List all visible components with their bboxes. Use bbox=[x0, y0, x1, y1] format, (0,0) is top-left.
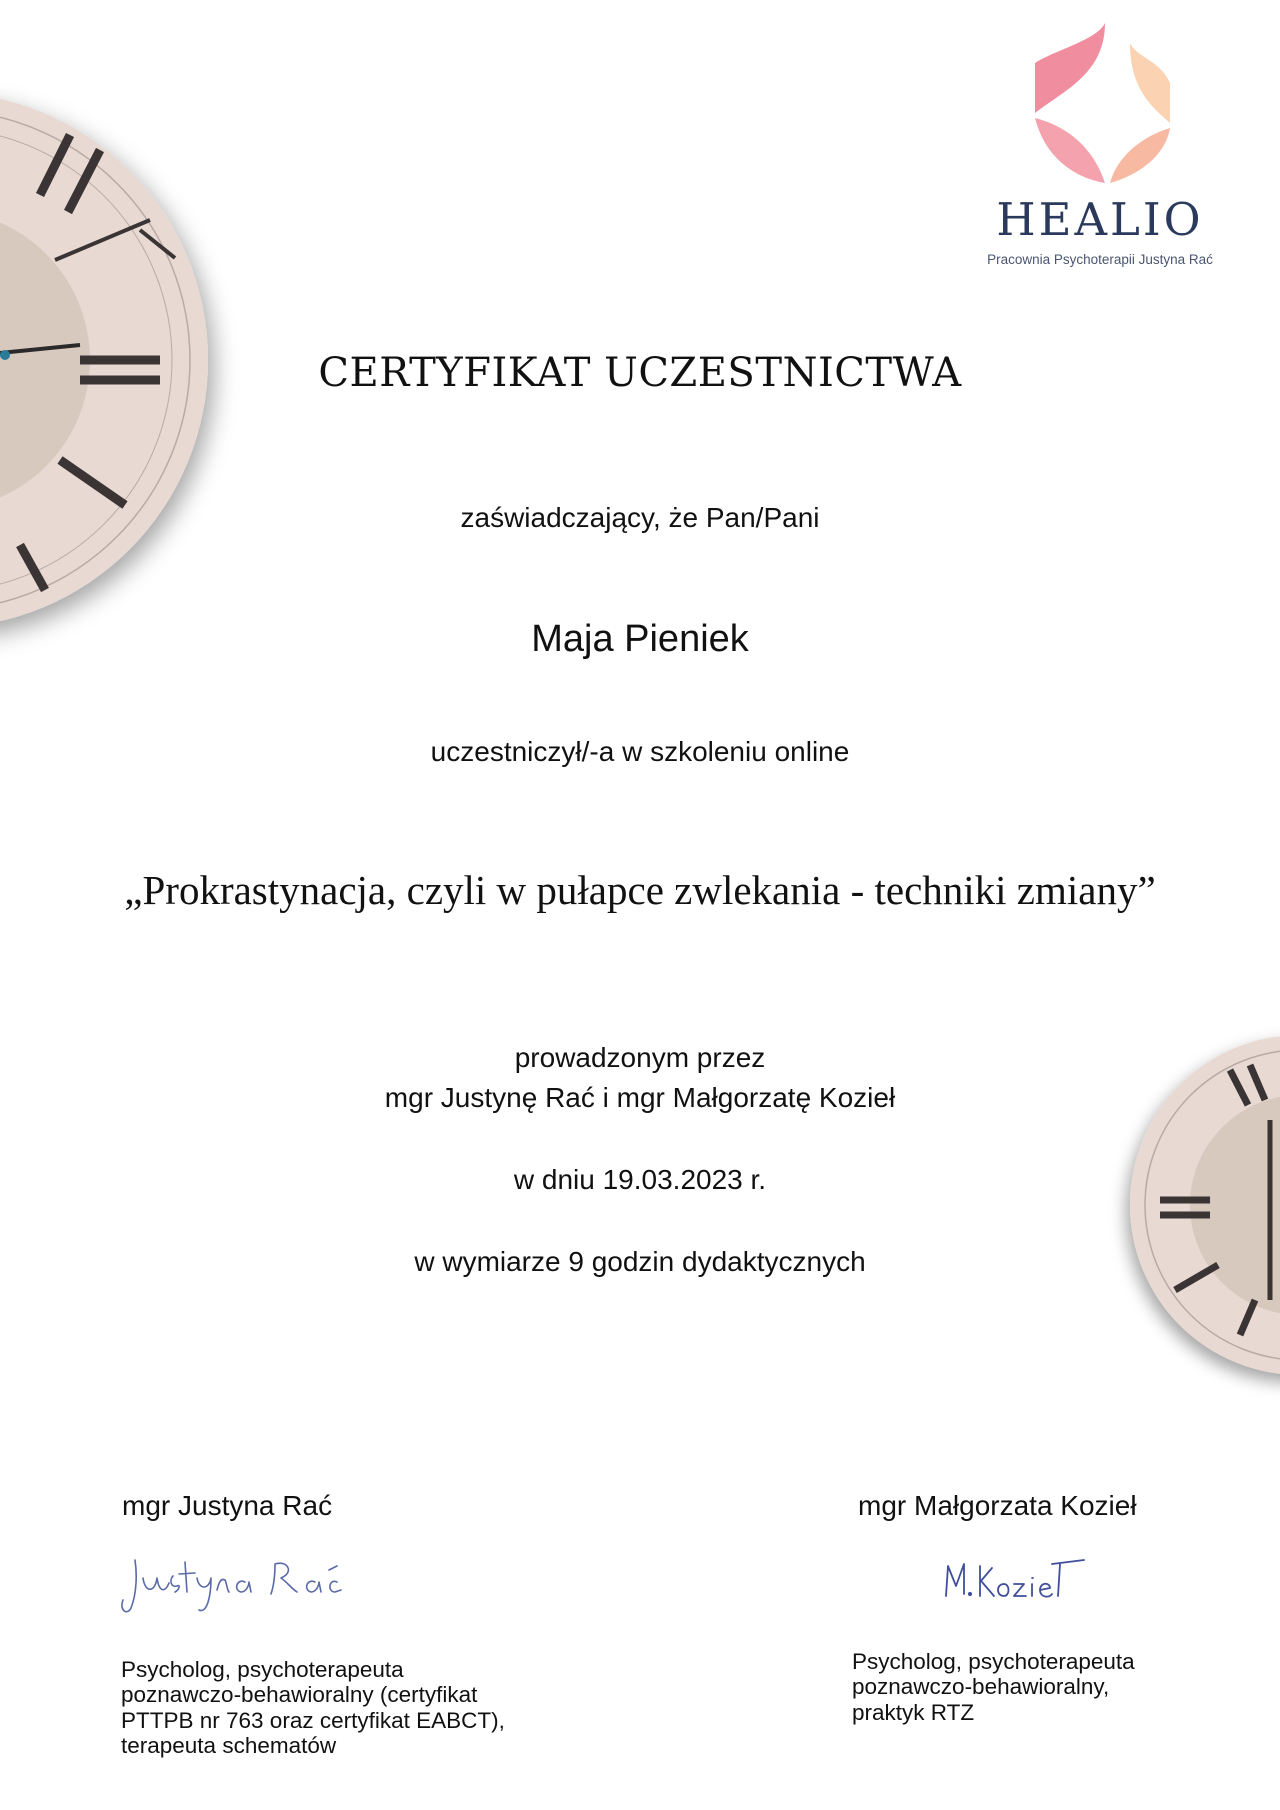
certificate-title: CERTYFIKAT UCZESTNICTWA bbox=[318, 350, 962, 396]
signatory-role-right: Psycholog, psychoterapeuta poznawczo-behawioralny, praktyk RTZ bbox=[852, 1649, 1135, 1725]
signature-justyna-rac-icon bbox=[115, 1548, 345, 1623]
signatory-name-right: mgr Małgorzata Kozieł bbox=[858, 1490, 1137, 1521]
signatory-role-left: Psycholog, psychoterapeuta poznawczo-behawioralny (certyfikat PTTPB nr 763 oraz certyfikat EABCT), terapeuta schematów bbox=[121, 1657, 505, 1759]
logo-name: HEALIO bbox=[996, 193, 1204, 246]
certificate-intro: zaświadczający, że Pan/Pani bbox=[460, 502, 820, 533]
led-by-text: prowadzonym przez bbox=[514, 1042, 766, 1073]
course-hours: w wymiarze 9 godzin dydaktycznych bbox=[414, 1246, 866, 1277]
participant-name: Maja Pieniek bbox=[531, 618, 749, 660]
signature-malgorzata-koziel-icon bbox=[940, 1556, 1090, 1606]
logo-tagline: Pracownia Psychoterapii Justyna Rać bbox=[987, 252, 1213, 267]
signatory-name-left: mgr Justyna Rać bbox=[122, 1490, 333, 1521]
course-title: „Prokrastynacja, czyli w pułapce zwlekania - techniki zmiany” bbox=[124, 867, 1156, 913]
healio-logo bbox=[960, 18, 1240, 267]
participation-text: uczestniczył/-a w szkoleniu online bbox=[430, 736, 850, 767]
trainers-text: mgr Justynę Rać i mgr Małgorzatę Kozieł bbox=[384, 1082, 896, 1113]
course-date: w dniu 19.03.2023 r. bbox=[513, 1164, 767, 1195]
healio-petals-icon bbox=[1025, 18, 1175, 183]
